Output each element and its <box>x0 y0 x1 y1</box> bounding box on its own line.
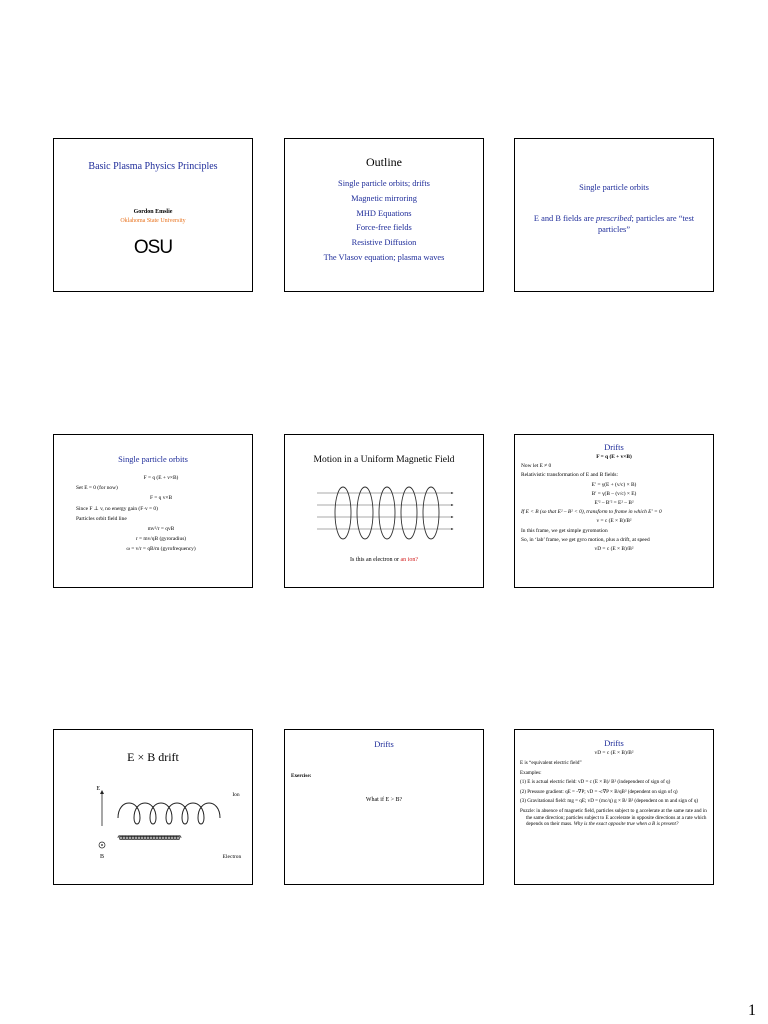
outline-list <box>285 177 483 266</box>
slide3-text: E and B fields are prescribed; particles are “test particles” <box>533 214 695 234</box>
outline-item: Force-free fields <box>356 223 412 233</box>
electron-trajectory <box>118 836 181 840</box>
slide-single-particle-intro <box>514 138 714 292</box>
exb-drift-diagram <box>60 778 248 868</box>
slide9-body: E is “equivalent electric field” Examples: (1) E is actual electric field: vD = c (E × B)/ B² (independent of sign of q) (2) Pressure gradient: qE = -∇P; vD = -c∇P × B/qB² (dependent on sign of q) (3) Gravitational field: mg = qE; vD = (mc/q) g × B/ B² (dependent on m and sign of q) Puzzle: in absence of magnetic field, particles subject to g accelerate at the same rate and in the same direction; particles subject to E accelerate in opposite directions at a rate which depends on their mass. Why is the exact opposite true when a B is present? <box>520 760 707 828</box>
slide6-body: F = q (E + v×B) Now let E ≠ 0 Relativistic transformation of E and B fields: E′ = γ(E + (v/c) × B) B′ = γ(B – (v/c) × E) E′² – B′² = E² – B² If E < B (so that E² – B² < 0), transform to frame in which E′ = 0 v = c (E × B)/B² In this frame, we get simple gyromotion So, in ‘lab’ frame, we get gyro motion, plus a drift, at speed vD = c (E × B)/B² <box>521 454 662 553</box>
ion-trajectory <box>118 803 220 824</box>
outline-item: MHD Equations <box>356 208 412 218</box>
slide4-title: Single particle orbits <box>118 455 188 464</box>
slide-uniform-field-motion <box>284 434 484 588</box>
slide8-title: Drifts <box>374 740 394 749</box>
slide5-title: Motion in a Uniform Magnetic Field <box>313 454 455 465</box>
osu-logo: OSU <box>133 237 173 258</box>
outline-item: The Vlasov equation; plasma waves <box>323 252 445 262</box>
slide9-title: Drifts <box>604 739 624 748</box>
slide3-title: Single particle orbits <box>579 183 649 192</box>
slide-exb-drift <box>53 729 253 885</box>
outline-title: Outline <box>366 155 402 169</box>
author-affiliation: Oklahoma State University <box>120 218 186 224</box>
slide5-caption: Is this an electron or an ion? <box>350 557 418 563</box>
slide6-title: Drifts <box>604 443 624 452</box>
e-axis-label: E <box>96 786 100 792</box>
outline-item: Magnetic mirroring <box>351 193 417 203</box>
slide-drifts-exercise <box>284 729 484 885</box>
page-number: 1 <box>748 1002 756 1019</box>
slide7-title: E × B drift <box>127 750 179 764</box>
electron-label: Electron <box>222 854 242 860</box>
exercise-question: What if E > B? <box>365 797 403 803</box>
slide9-formula: vD = c (E × B)/B² <box>594 750 634 756</box>
slide4-body: F = q (E + v×B) Set E = 0 (for now) F = q v×B Since F ⊥ v, no energy gain (F·v = 0) Particles orbit field line mv²/r = qvB r = mv/qB (gyroradius) ω = v/r = qB/m (gyrofrequency) <box>76 475 196 553</box>
slide-outline <box>284 138 484 292</box>
outline-item: Single particle orbits; drifts <box>338 179 430 188</box>
slide-drifts-1 <box>514 434 714 588</box>
author-name: Gordon Emslie <box>133 209 173 215</box>
exercise-label: Exercise: <box>291 773 312 779</box>
b-axis-label: B <box>99 854 105 860</box>
slide-title <box>53 138 253 292</box>
ion-label: Ion <box>232 792 240 798</box>
slide-drifts-examples <box>514 729 714 885</box>
helix-diagram <box>313 481 457 545</box>
outline-item: Resistive Diffusion <box>351 238 417 248</box>
slide-single-particle-orbits <box>53 434 253 588</box>
slide-title-heading: Basic Plasma Physics Principles <box>88 161 218 172</box>
